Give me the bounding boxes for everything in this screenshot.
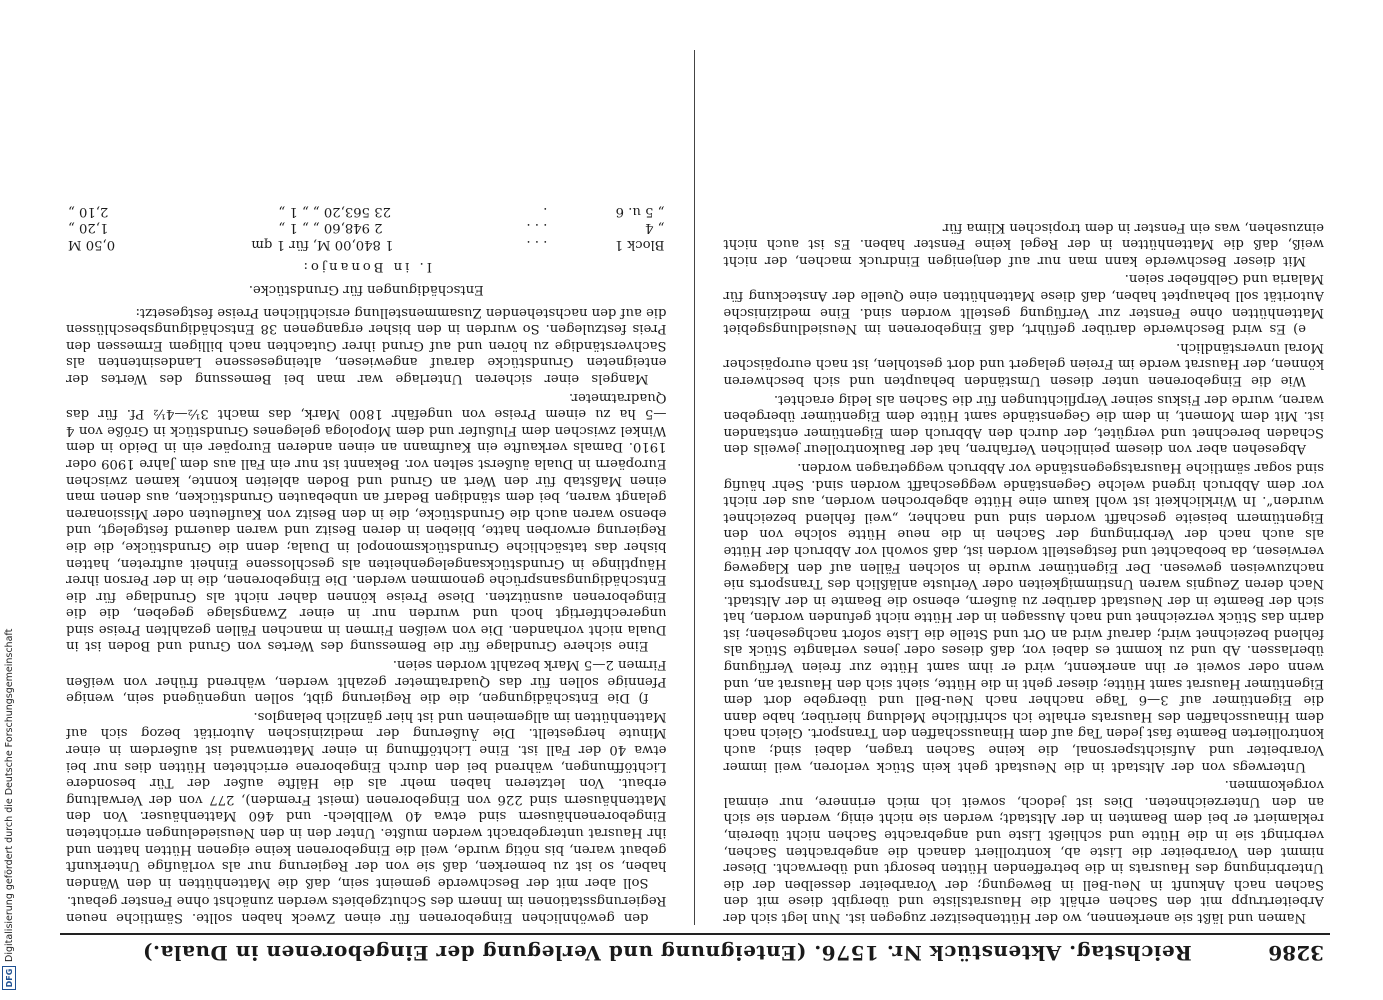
rate-cell: 1,20 „ bbox=[68, 220, 109, 236]
table-row bbox=[66, 202, 667, 219]
left-paragraph: Namen und läßt sie anerkennen, wo der Hüttenbesitzer zugegen ist. Nun legt sich der Arbeitertrupp mit den Sachen erhält die Hausratsliste und übergibt diese mit den Sachen nach Ankunft in Neu-Bell in Bewegung; der Vorarbeiter desselben der die Unterbringung des Hausrats in die betreffenden Hütten besorgt und überwacht. Dieser nimmt den Vorarbeiter die Liste ab, kontrolliert danach die angebrachten Sachen, verbringt sie in die Hütte und schließt Liste und angebrachte Sachen nicht überein, reklamiert er bei dem Beamten in der Altstadt; werden sie nicht einig, werden sie sich an den Unterzeichneten. Dies ist jedoch, soweit ich mich erinnere, nur einmal vorgekommen. bbox=[723, 777, 1324, 925]
right-paragraph: Soll aber mit der Beschwerde gemeint sein, daß die Mattenhütten in den Wänden haben, so ist zu bemerken, daß sie von der Regierung nur als vorläufige Unterkunft gebaut waren, bis nötig wurde, weil die Eingeborenen keine eigenen Hütten hatten und ihr Hausrat untergebracht werden mußte. Unter den in den Neusiedelungen errichteten Eingeborenenhäusern sind etwa 40 Wellblech- und 460 Mattenhäuser. Von den Mattenhäusern sind 226 von Eingeborenen (meist Fremden), 277 von der Verwaltung erbaut. Von letzteren haben mehr als die Hälfte außer der Tür besondere Lichtöffnungen, während bei den durch Eingeborene errichteten Hütten dies nur bei etwa 40 der Fall ist. Eine Lichtöffnung in einer Mattenwand ist außerdem in einer Minute hergestellt. Die Äußerung der medizinischen Autorität bezog sich auf Mattenhütten im allgemeinen und ist hier gänzlich belanglos. bbox=[66, 708, 667, 890]
dots-cell: . . . bbox=[526, 236, 548, 252]
compensation-heading: Entschädigungen für Grundstücke. bbox=[248, 282, 484, 298]
amount-cell: 23 563,20 „ bbox=[312, 203, 391, 219]
column-divider bbox=[695, 50, 696, 925]
side-strip bbox=[0, 0, 24, 1000]
scanned-page bbox=[60, 50, 1330, 965]
left-column bbox=[724, 50, 1325, 925]
per-cell: „ 1 „ bbox=[278, 203, 309, 219]
left-paragraph: Mit dieser Beschwerde kann man nur auf denjenigen Eindruck machen, der nicht weiß, daß die Mattenhütten in der Regel keine Fenster haben. Es ist auch nicht einzusehen, was ein Fenster in dem tropischen Klima für bbox=[723, 219, 1324, 268]
left-paragraph: Unterwegs von der Altstadt in die Neustadt geht kein Stück verloren, weil immer Vorarbeiter und Aufsichtspersonal, die keine Sachen tragen, dabei sind; auch kontrollierten Beamte fast jeden Tag auf dem Hinausschaffen den Transport. Gleich nach dem Hinausschaffen des Hausrats erhalte ich schriftliche Meldung hierüber, habe dann die Eigentümer auf 3—6 Tage nachher nach Neu-Bell und übergebe dort dem Eigentümer Hausrat samt Hütte; dieser geht in die Hütte, sieht sich den Hausrat an, und wenn oder soweit er ihn anerkennt, wird er ihm samt Hütte zur freien Verfügung überlassen. Ab und zu kommt es dabei vor, daß dieses oder jenes verlangte Stück als fehlend bezeichnet wird; darauf wird an Ort und Stelle die Liste sofort nachgesehen; ist darin das Stück verzeichnet und nach Aussagen in der Hütte nicht gefunden worden, hat sich der Beamte in der Neustadt darüber zu äußern, ebenso die Beamte in der Altstadt. Nach deren Zeugnis waren Unstimmigkeiten oder Verluste anläßlich des Transports nie nachzuweisen gewesen. Der Eigentümer wurde in solchen Fällen auf den Klageweg verwiesen, da beobachtet und festgestellt worden ist, daß sowohl vor Abbruch der Hütte als auch nach der Verbringung der Sachen in die neue Hütte solche von den Eigentümern beiseite geschafft worden sind und nachher, „weil fehlend bezeichnet wurden“. In Wirklichkeit ist wohl kaum eine Hütte abgebrochen worden, aus der nicht vor dem Abbruch irgend welche Gegenstände weggeschafft worden sind. Sehr häufig sind sogar sämtliche Hausratsgegenstände vor Abbruch weggetragen worden. bbox=[723, 459, 1324, 774]
compensation-subheading: I. in Bonanjo: bbox=[300, 259, 432, 275]
amount-cell: 2 948,60 „ bbox=[312, 220, 383, 236]
right-paragraph: Mangels einer sicheren Unterlage war man bei Bemessung des Wertes der enteigneten Grundstücke darauf angewiesen, alteingesessene Landesintenten als Sachverständige zu hören und auf Grund ihrer Gutachten nach billigem Ermessen den Preis festzulegen. So wurden in den bisher ergangenen 38 Entschädigungsbeschlüssen die auf den nachstehenden Zusammenstellung ersichtlichen Preise festgesetzt: bbox=[66, 304, 667, 386]
page-number: 3286 bbox=[1268, 941, 1324, 965]
page-header bbox=[60, 933, 1330, 965]
dots-cell: . bbox=[543, 203, 548, 219]
amount-cell: 1 840,00 M, bbox=[312, 236, 394, 252]
per-cell: für 1 qm bbox=[251, 236, 309, 252]
block-cell: „ 4 bbox=[645, 220, 665, 236]
block-cell: Block 1 bbox=[614, 236, 665, 252]
page-title: Reichstag. Aktenstück Nr. 1576. (Enteignung und Verlegung der Eingeborenen in Duala.) bbox=[142, 941, 1192, 965]
rate-cell: 0,50 M bbox=[68, 236, 116, 252]
per-cell: „ 1 „ bbox=[278, 220, 309, 236]
right-paragraph: den gewöhnlichen Eingeborenen für einen Zweck haben sollte. Sämtliche neuen Regierungsstationen im Innern des Schutzgebiets werden zunächst ohne Fenster gebaut. bbox=[66, 893, 667, 925]
dfg-logo: DFG bbox=[2, 966, 16, 990]
left-paragraph: e) Es wird Beschwerde darüber geführt, daß Eingeborenen im Neusiedlungsgebiet Mattenhütten ohne Fenster zur Verfügung gestellt worden sind. Eine medizinische Autorität soll behauptet haben, daß diese Mattenhütten eine Quelle der Ansteckung für Malaria und Gelbfieber seien. bbox=[723, 271, 1324, 337]
table-row bbox=[66, 219, 667, 236]
compensation-table bbox=[66, 202, 667, 252]
digitization-note bbox=[2, 629, 16, 990]
block-cell: „ 5 u. 6 bbox=[615, 203, 665, 219]
left-paragraph: Abgesehen aber von diesem peinlichen Verfahren, hat der Baukontrolleur jeweils den Schaden berechnet und vergütet, der durch den Abbruch dem Eigentümer entstanden ist. Mit dem Moment, in dem die Gegenstände samt Hütte dem Eigentümer übergeben waren, wurde der Fiskus seiner Verpflichtungen für die Sachen als ledig erachtet. bbox=[723, 391, 1324, 457]
right-paragraph: f) Die Entschädigungen, die die Regierung gibt, sollen ungenügend sein, wenige Pfennige sollen für das Quadratmeter gezahlt werden, während früher von weißen Firmen 2—5 Mark bezahlt worden seien. bbox=[66, 657, 667, 706]
digitization-note-text: Digitalisierung gefördert durch die Deutsche Forschungsgemeinschaft bbox=[3, 628, 15, 962]
rate-cell: 2,10 „ bbox=[68, 203, 109, 219]
left-paragraph: Wie die Eingeborenen unter diesen Umständen behaupten und sich beschweren können, der Hausrat werde im Freien gelagert und dort gestohlen, ist nach europäischer Moral unverständlich. bbox=[723, 339, 1324, 388]
dots-cell: . . . bbox=[526, 220, 548, 236]
right-column bbox=[66, 50, 667, 925]
text-columns bbox=[60, 50, 1330, 925]
table-row bbox=[66, 235, 667, 252]
right-paragraph: Eine sichere Grundlage für die Bemessung des Wertes von Grund und Boden ist in Duala nicht vorhanden. Die von weißen Firmen in manchen Fällen gezahlten Preise sind ungerechtfertigt hoch und wurden nur in einer Zwangslage gegeben, die die Eingeborenen ausnützten. Diese Preise können daher nicht als Grundlage für die Entschädigungsansprüche genommen werden. Die Eingeborenen, die in der Person ihrer Häuptlinge in Grundstücksangelegenheiten als geschlossene Einheit auftreten, hatten bisher das tatsächliche Grundstücksmonopol in Duala; denn die Grundstücke, die die Regierung erworben hatte, blieben in deren Besitz und waren dauernd festgelegt, und ebenso waren auch die Grundstücke, die in den Besitz von Kaufleuten oder Missionaren gelangt waren, bei dem ständigen Bedarf an unbebauten Grundstücken, aus denen man einen Maßstab für den Wert an Grund und Boden ableiten konnte, kamen zwischen Europäern in Duala äußerst selten vor. Bekannt ist nur ein Fall aus dem Jahre 1909 oder 1910. Damals verkaufte ein Kaufmann an einen anderen Europäer ein in Deido in dem Winkel zwischen dem Flußufer und dem Mopologa gelegenes Grundstück in Größe von 4—5 ha zu einem Preise von ungefähr 1800 Mark, das macht 3½—4½ Pf. für das Quadratmeter. bbox=[66, 389, 667, 654]
